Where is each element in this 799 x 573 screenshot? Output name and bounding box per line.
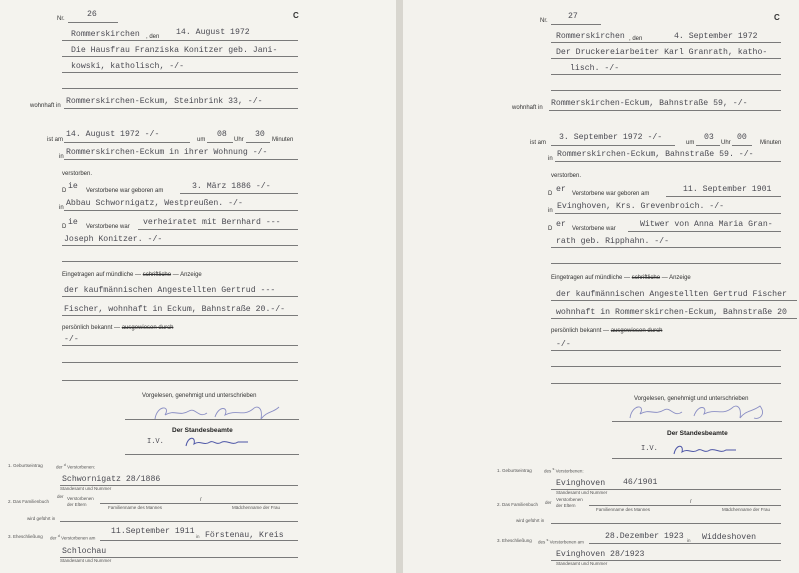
death-place: Rommerskirchen-Eckum, Bahnstraße 59. -/- [557,150,754,159]
deceased-line-1: Der Druckereiarbeiter Karl Granrath, katho- [556,48,768,57]
in-label: in [59,205,64,211]
uhr-label: Uhr [721,140,731,146]
marital-line-1: verheiratet mit Bernhard --- [143,218,281,227]
note2-separator: / [200,497,202,503]
married-label: Verstorbene war [86,224,130,230]
note3-label: 3. Eheschließung [497,538,532,543]
rule [62,40,298,41]
rule [64,108,298,109]
birth-place: Abbau Schwornigatz, Westpreußen. -/- [66,199,243,208]
note2-eltern: der Eltern [67,502,87,507]
birth-place: Evinghoven, Krs. Grevenbroich. -/- [557,202,725,211]
entry-number: 27 [568,12,578,21]
ist-am-label: ist am [47,137,64,143]
note2-name-frau: Mädchenname der Frau [722,507,771,512]
born-label: Verstorbene war geboren am [86,188,164,194]
reporter-line-2: wohnhaft in Rommerskirchen-Eckum, Bahnstraße 20 [556,308,787,317]
ist-am-label: ist am [530,140,547,146]
note3-caption: Standesamt und Nummer [60,558,112,563]
in-label: in [548,208,553,214]
marriage-date: 28.Dezember 1923 [605,532,684,541]
rule [180,193,298,194]
note1-label: 1. Geburtseintrag [497,468,532,473]
rule [62,315,298,316]
registration-date: 4. September 1972 [674,32,758,41]
article-suffix: er [556,185,566,194]
rule [666,196,781,197]
verstorben-label: verstorben. [62,171,93,177]
birth-date: 3. März 1886 -/- [192,182,271,191]
rule [696,145,720,146]
deceased-line-2: lisch. -/- [570,64,620,73]
place: Rommerskirchen [556,32,625,41]
note3-in: in [687,538,691,543]
rule [551,263,781,264]
marriage-place: Widdeshoven [702,533,757,542]
entry-number-label: Nr. [57,16,65,22]
report-label: Eingetragen auf mündliche — schriftliche — Anzeige [551,275,691,281]
rule [138,229,298,230]
registrar-signature [182,434,252,450]
birth-register-entry: Schwornigatz 28/1886 [62,475,161,484]
rule [64,159,298,160]
reporter-line-2: Fischer, wohnhaft in Eckum, Bahnstraße 20.-/- [64,305,286,314]
rule [551,300,797,301]
rule [62,362,298,363]
marriage-date: 11.September 1911 [111,527,195,536]
d-label: D [548,191,553,197]
rule [551,74,781,75]
reporter-line-1: der kaufmännischen Angestellten Gertrud --- [64,286,276,295]
note3-caption: Standesamt und Nummer [556,561,608,566]
residence: Rommerskirchen-Eckum, Steinbrink 33, -/- [66,97,263,106]
registrar-signature [670,442,740,458]
rule [551,24,601,25]
note2-der: der [545,500,552,505]
birth-register-place: Evinghoven [556,479,606,488]
d-label: D [548,226,553,232]
note3-label: 3. Eheschließung [8,534,43,539]
minuten-label: Minuten [272,137,294,143]
place: Rommerskirchen [71,30,140,39]
rule [551,366,781,367]
residence: Rommerskirchen-Eckum, Bahnstraße 59, -/- [551,99,748,108]
rule [100,540,298,541]
born-label: Verstorbene war geboren am [572,191,650,197]
birth-date: 11. September 1901 [683,185,772,194]
page-gutter [396,0,403,573]
rule [246,142,270,143]
death-minutes: 30 [255,130,265,139]
verstorben-label: verstorben. [551,173,582,179]
birth-register-number: 46/1901 [623,478,658,487]
note1-subject: des $^s$ Verstorbenen: [544,467,584,474]
rule [551,318,797,319]
registrar-title: Der Standesbeamte [667,430,728,437]
note1-caption: Standesamt und Nummer [556,490,608,495]
note2-name-mann: Familienname des Mannes [596,507,651,512]
wohnhaft-label: wohnhaft in [30,103,61,109]
rule [62,261,298,262]
minuten-label: Minuten [760,140,782,146]
note2-name-frau: Mädchenname der Frau [232,505,281,510]
deceased-line-1: Die Hausfrau Franziska Konitzer geb. Jani- [71,46,278,55]
um-label: um [197,137,206,143]
den-label: , den [146,34,160,40]
article-suffix: er [556,220,566,229]
rule [612,421,782,422]
note2-name-mann: Familienname des Mannes [108,505,163,510]
article-suffix: ie [68,218,78,227]
note1-label: 1. Geburtseintrag [8,463,43,468]
rule [732,145,752,146]
rule [551,58,781,59]
rule [551,350,781,351]
marital-line-2: Joseph Konitzer. -/- [64,235,163,244]
rule [612,458,782,459]
d-label: D [62,224,67,230]
rule [551,247,781,248]
rule [551,145,675,146]
uhr-label: Uhr [234,137,244,143]
iv-label: I.V. [641,445,658,453]
marital-line-2: rath geb. Ripphahn. -/- [556,237,670,246]
rule [551,42,781,43]
rule [125,454,299,455]
death-hour: 08 [217,130,227,139]
approved-label: Vorgelesen, genehmigt und unterschrieben [634,396,749,402]
death-minutes: 00 [737,133,747,142]
rule [62,56,298,57]
in-label: in [59,154,64,160]
note3-subject: der $^d$ Verstorbenen am [50,534,96,541]
note1-subject: der $^d$ Verstorbenen: [56,463,96,470]
form-letter: C [293,11,299,20]
rule [100,503,298,504]
rule [589,543,781,544]
note1-caption: Standesamt und Nummer [60,486,112,491]
death-hour: 03 [704,133,714,142]
rule [60,521,298,522]
rule [551,523,781,524]
rule [62,245,298,246]
rule [64,142,190,143]
reporter-line-1: der kaufmännischen Angestellten Gertrud Fischer [556,290,787,299]
den-label: , den [629,36,643,42]
iv-label: I.V. [147,438,164,446]
deceased-line-2: kowski, katholisch, -/- [71,62,185,71]
entry-number: 26 [87,10,97,19]
note2-verstorbenen: Verstorbenen [556,497,583,502]
rule [68,22,118,23]
rule [64,210,298,211]
marriage-place: Förstenau, Kreis [205,531,284,540]
note3-subject: des $^s$ Verstorbenen am [538,538,584,545]
note2-gefuehrt: wird geführt in [516,518,545,523]
married-label: Verstorbene war [572,226,616,232]
note2-der: der [57,494,64,499]
rule [589,505,781,506]
form-letter: C [774,13,780,22]
known-value: -/- [64,335,79,344]
rule [62,296,298,297]
rule [551,383,781,384]
report-label: Eingetragen auf mündliche — schriftliche — Anzeige [62,272,202,278]
approved-label: Vorgelesen, genehmigt und unterschrieben [142,393,257,399]
note2-eltern: der Eltern [556,503,576,508]
d-label: D [62,188,67,194]
rule [551,90,781,91]
rule [62,380,298,381]
rule [125,419,299,420]
marriage-place-2: Schlochau [62,547,107,556]
note2-gefuehrt: wird geführt in [27,516,56,521]
in-label: in [548,156,553,162]
note2-label: 2. Das Familienbuch [497,502,539,507]
rule [207,142,233,143]
article-suffix: ie [68,182,78,191]
note2-label: 2. Das Familienbuch [8,499,50,504]
death-date: 3. September 1972 -/- [559,133,663,142]
note2-separator: / [690,499,692,505]
registration-date: 14. August 1972 [176,28,250,37]
known-value: -/- [556,340,571,349]
rule [549,110,781,111]
rule [62,88,298,89]
note3-in: in [196,534,200,539]
entry-number-label: Nr. [540,18,548,24]
rule [62,345,298,346]
rule [628,231,781,232]
marriage-register-entry: Evinghoven 28/1923 [556,550,645,559]
known-label: persönlich bekannt — ausgewiesen durch [62,325,174,331]
rule [555,161,781,162]
registrar-title: Der Standesbeamte [172,427,233,434]
note2-verstorbenen: Verstorbenen [67,496,94,501]
reporter-signature [145,401,285,425]
um-label: um [686,140,695,146]
rule [62,72,298,73]
death-date: 14. August 1972 -/- [66,130,160,139]
marital-line-1: Witwer von Anna Maria Gran- [640,220,773,229]
rule [555,213,781,214]
death-place: Rommerskirchen-Eckum in ihrer Wohnung -/- [66,148,268,157]
known-label: persönlich bekannt — ausgewiesen durch [551,328,663,334]
wohnhaft-label: wohnhaft in [512,105,543,111]
